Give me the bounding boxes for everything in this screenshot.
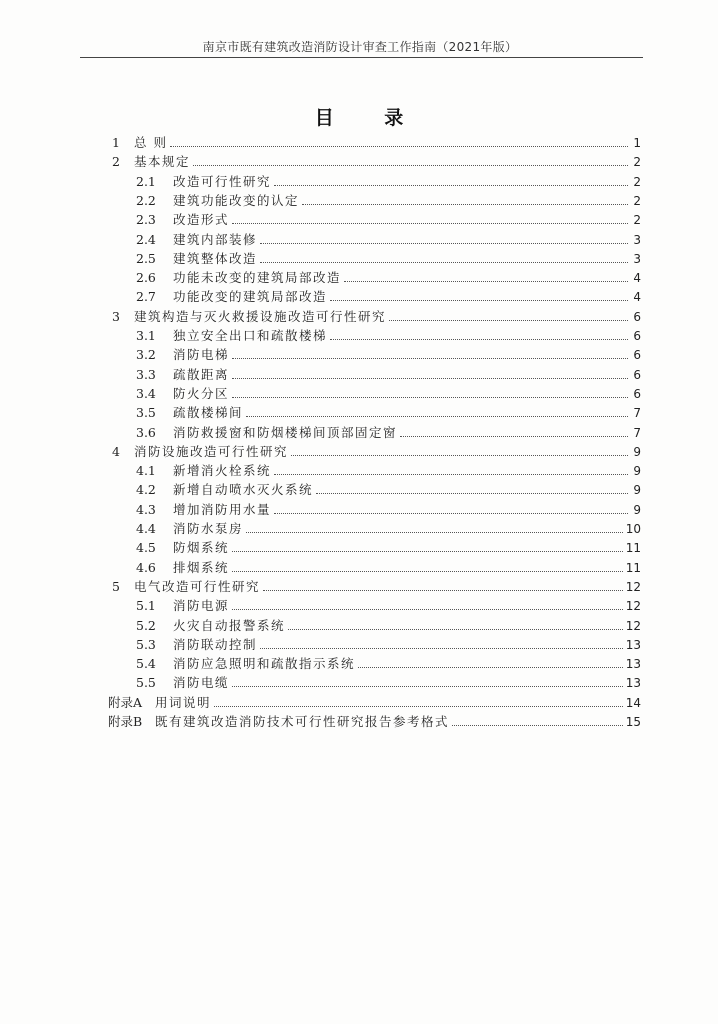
dot-leader — [358, 667, 623, 668]
dot-leader — [288, 629, 623, 630]
toc-entry-number: 5 — [112, 578, 120, 594]
toc-entry-label: 功能改变的建筑局部改造 — [173, 289, 328, 305]
toc-entry-label: 消防联动控制 — [173, 636, 258, 652]
toc-entry-number: 附录B — [108, 714, 143, 729]
toc-entry-label: 改造可行性研究 — [173, 173, 272, 189]
toc-entry-page-number: 9 — [633, 444, 641, 459]
dot-leader — [260, 648, 623, 649]
toc-entry-number: 4.2 — [136, 482, 156, 498]
toc-entry-number: 2.1 — [136, 173, 156, 189]
toc-entry-label: 建筑功能改变的认定 — [173, 192, 300, 208]
toc-entry-page-number: 2 — [633, 155, 641, 170]
toc-entry[interactable] — [108, 710, 641, 729]
toc-entry-number: 5.4 — [136, 656, 156, 672]
toc-entry-number: 1 — [112, 135, 120, 150]
toc-entry-page-number: 4 — [633, 290, 641, 305]
toc-entry-label: 用词说明 — [155, 694, 212, 710]
toc-entry-label: 新增自动喷水灭火系统 — [173, 482, 314, 498]
toc-entry[interactable] — [136, 536, 641, 555]
toc-entry-label: 消防电梯 — [173, 347, 230, 363]
toc-entry[interactable] — [108, 691, 641, 710]
toc-entry-number: 5.1 — [136, 598, 156, 614]
dot-leader — [232, 378, 628, 379]
toc-entry-number: 3.6 — [136, 424, 156, 440]
toc-entry[interactable] — [136, 633, 641, 652]
toc-entry[interactable] — [136, 498, 641, 517]
dot-leader — [246, 532, 623, 533]
toc-entry-page-number: 12 — [625, 618, 641, 633]
toc-entry[interactable] — [112, 440, 641, 459]
toc-entry[interactable] — [136, 614, 641, 633]
dot-leader — [260, 262, 628, 263]
toc-entry-page-number: 9 — [633, 483, 641, 498]
toc-entry[interactable] — [136, 363, 641, 382]
toc-entry[interactable] — [112, 305, 641, 324]
toc-entry-label: 建筑构造与灭火救援设施改造可行性研究 — [134, 308, 387, 324]
dot-leader — [400, 436, 628, 437]
toc-entry-number: 4.5 — [136, 540, 156, 556]
toc-entry-page-number: 3 — [633, 232, 641, 247]
toc-entry[interactable] — [136, 556, 641, 575]
dot-leader — [232, 609, 623, 610]
toc-entry-page-number: 1 — [633, 136, 641, 150]
toc-entry-number: 2 — [112, 154, 120, 170]
toc-entry-label: 消防电缆 — [173, 675, 230, 691]
toc-entry-page-number: 4 — [633, 271, 641, 286]
toc-entry-page-number: 3 — [633, 251, 641, 266]
toc-entry[interactable] — [112, 131, 641, 150]
toc-entry-label: 防火分区 — [173, 385, 230, 401]
toc-entry-number: 3.2 — [136, 347, 156, 363]
dot-leader — [302, 204, 628, 205]
toc-entry-page-number: 10 — [625, 522, 641, 536]
toc-entry[interactable] — [136, 324, 641, 343]
toc-entry-number: 2.3 — [136, 212, 156, 228]
toc-entry-label: 疏散楼梯间 — [173, 405, 244, 421]
toc-entry-page-number: 14 — [625, 695, 641, 710]
toc-entry-page-number: 6 — [633, 329, 641, 343]
toc-entry-number: 3.4 — [136, 385, 156, 401]
toc-entry-page-number: 9 — [633, 502, 641, 517]
toc-entry[interactable] — [112, 575, 641, 594]
toc-entry[interactable] — [136, 189, 641, 208]
toc-entry-page-number: 6 — [633, 386, 641, 401]
toc-entry[interactable] — [136, 285, 641, 304]
toc-entry-label: 既有建筑改造消防技术可行性研究报告参考格式 — [155, 714, 450, 729]
toc-entry-number: 附录A — [108, 694, 143, 710]
toc-entry-page-number: 11 — [625, 541, 641, 556]
toc-entry-number: 2.2 — [136, 192, 156, 208]
dot-leader — [232, 223, 628, 224]
toc-entry-number: 4 — [112, 443, 120, 459]
dot-leader — [344, 281, 628, 282]
dot-leader — [330, 339, 628, 340]
toc-entry-label: 总 则 — [134, 135, 168, 150]
toc-entry-label: 基本规定 — [134, 154, 191, 170]
toc-entry-label: 改造形式 — [173, 212, 230, 228]
dot-leader — [170, 146, 628, 147]
toc-entry-page-number: 11 — [625, 560, 641, 575]
toc-entry[interactable] — [136, 517, 641, 536]
dot-leader — [232, 358, 628, 359]
toc-entry-label: 疏散距离 — [173, 366, 230, 382]
toc-entry-number: 3.1 — [136, 328, 156, 343]
toc-entry[interactable] — [136, 671, 641, 690]
dot-leader — [246, 416, 628, 417]
toc-entry-page-number: 12 — [625, 579, 641, 594]
toc-entry-number: 2.7 — [136, 289, 156, 305]
dot-leader — [274, 513, 628, 514]
toc-entry-number: 4.1 — [136, 463, 156, 479]
dot-leader — [232, 397, 628, 398]
toc-entry-number: 4.4 — [136, 521, 156, 536]
dot-leader — [232, 686, 623, 687]
toc-entry-label: 新增消火栓系统 — [173, 463, 272, 479]
toc-entry-page-number: 7 — [633, 406, 641, 421]
dot-leader — [291, 455, 628, 456]
toc-entry-page-number: 2 — [633, 213, 641, 228]
toc-entry-label: 消防电源 — [173, 598, 230, 614]
dot-leader — [452, 725, 623, 726]
toc-entry-number: 5.5 — [136, 675, 156, 691]
dot-leader — [316, 493, 628, 494]
dot-leader — [274, 474, 628, 475]
toc-entry-page-number: 2 — [633, 174, 641, 189]
toc-entry-label: 独立安全出口和疏散楼梯 — [173, 328, 328, 343]
toc-entry-page-number: 13 — [625, 637, 641, 652]
toc-entry-label: 功能未改变的建筑局部改造 — [173, 270, 342, 286]
toc-entry-number: 2.5 — [136, 250, 156, 266]
dot-leader — [193, 165, 628, 166]
toc-entry-label: 火灾自动报警系统 — [173, 617, 286, 633]
toc-entry-page-number: 12 — [625, 599, 641, 614]
toc-entry-page-number: 13 — [625, 657, 641, 672]
toc-entry[interactable] — [136, 208, 641, 227]
toc-entry-label: 消防救援窗和防烟楼梯间顶部固定窗 — [173, 424, 398, 440]
toc-entry[interactable] — [136, 421, 641, 440]
toc-entry[interactable] — [136, 343, 641, 362]
dot-leader — [260, 243, 628, 244]
toc-entry-page-number: 15 — [625, 715, 641, 729]
toc-entry-label: 建筑内部装修 — [173, 231, 258, 247]
toc-entry-page-number: 13 — [625, 676, 641, 691]
toc-entry[interactable] — [136, 652, 641, 671]
toc-entry-page-number: 6 — [633, 348, 641, 363]
toc-entry[interactable] — [136, 170, 641, 189]
toc-entry[interactable] — [136, 594, 641, 613]
toc-entry-page-number: 6 — [633, 367, 641, 382]
toc-entry-number: 4.6 — [136, 559, 156, 575]
toc-entry-label: 消防应急照明和疏散指示系统 — [173, 656, 356, 672]
toc-entry-number: 5.2 — [136, 617, 156, 633]
toc-entry[interactable] — [136, 247, 641, 266]
toc-entry-label: 增加消防用水量 — [173, 501, 272, 517]
toc-entry-number: 2.4 — [136, 231, 156, 247]
toc-entry-number: 5.3 — [136, 636, 156, 652]
toc-entry[interactable] — [136, 382, 641, 401]
toc-entry-page-number: 9 — [633, 464, 641, 479]
toc-entry-label: 消防水泵房 — [173, 521, 244, 536]
toc-entry-number: 4.3 — [136, 501, 156, 517]
toc-entry-page-number: 2 — [633, 193, 641, 208]
toc-entry-label: 排烟系统 — [173, 559, 230, 575]
dot-leader — [274, 185, 628, 186]
toc-entry-number: 2.6 — [136, 270, 156, 286]
toc-entry[interactable] — [136, 459, 641, 478]
toc-entry[interactable] — [136, 401, 641, 420]
dot-leader — [389, 320, 628, 321]
dot-leader — [330, 300, 628, 301]
header-rule — [80, 57, 643, 58]
toc-entry[interactable] — [136, 266, 641, 285]
dot-leader — [263, 590, 623, 591]
running-header: 南京市既有建筑改造消防设计审查工作指南（2021年版） — [202, 40, 518, 54]
dot-leader — [214, 706, 623, 707]
toc-entry-page-number: 7 — [633, 425, 641, 440]
toc-entry-number: 3.5 — [136, 405, 156, 421]
dot-leader — [232, 571, 623, 572]
toc-entry[interactable] — [112, 150, 641, 169]
toc-entry-label: 防烟系统 — [173, 540, 230, 556]
toc-entry-page-number: 6 — [633, 309, 641, 324]
toc-entry-number: 3 — [112, 308, 120, 324]
toc-title: 目 录 — [314, 107, 426, 129]
toc-entry[interactable] — [136, 228, 641, 247]
toc-entry-number: 3.3 — [136, 366, 156, 382]
toc-entry-label: 建筑整体改造 — [173, 250, 258, 266]
toc-entry-label: 消防设施改造可行性研究 — [134, 443, 289, 459]
dot-leader — [232, 551, 623, 552]
toc-entry[interactable] — [136, 478, 641, 497]
toc-entry-label: 电气改造可行性研究 — [134, 578, 261, 594]
